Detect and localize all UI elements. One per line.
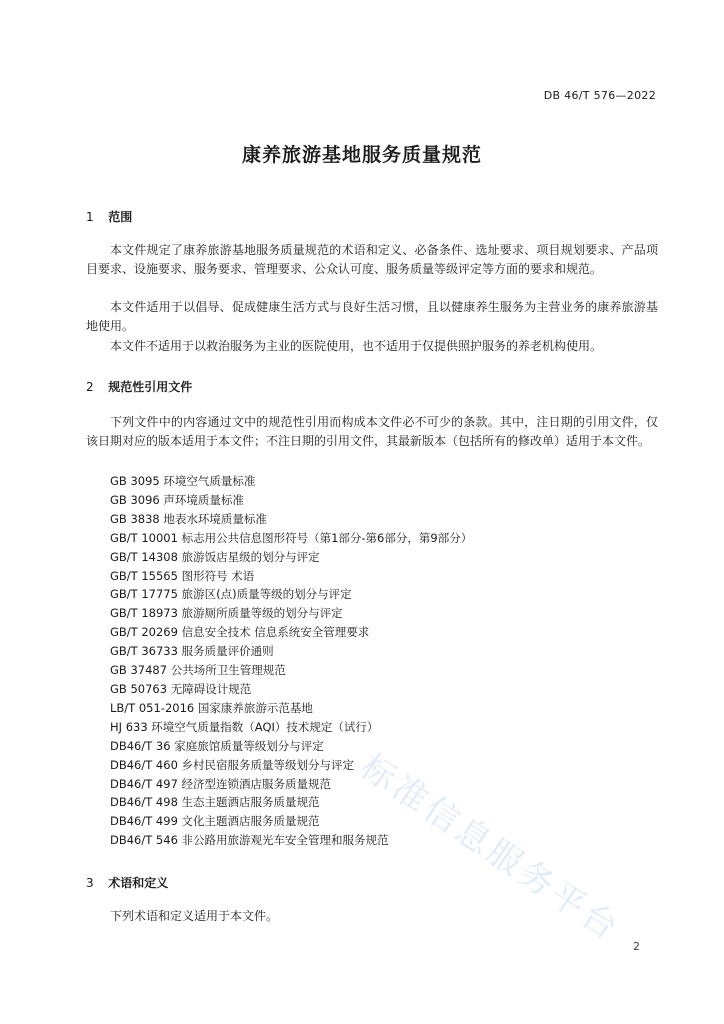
- reference-item: GB 3096 声环境质量标准: [110, 492, 244, 507]
- reference-item: LB/T 051-2016 国家康养旅游示范基地: [110, 700, 313, 715]
- reference-item: GB 3095 环境空气质量标准: [110, 474, 256, 488]
- reference-item: DB46/T 497 经济型连锁酒店服务质量规范: [110, 776, 332, 791]
- normative-intro: 下列文件中的内容通过文中的规范性引用而构成本文件必不可少的条款。其中，注日期的引用文件，仅该日期对应的版本适用于本文件；不注日期的引用文件，其最新版本（包括所有的修改单）适用于本文件。: [86, 415, 658, 448]
- watermark: 标准信息服务平台: [353, 746, 628, 950]
- section-title: 规范性引用文件: [108, 380, 193, 394]
- reference-list: [110, 472, 472, 850]
- reference-item: DB46/T 36 家庭旅馆质量等级划分与评定: [110, 738, 324, 753]
- reference-item: HJ 633 环境空气质量指数（AQI）技术规定（试行）: [110, 719, 379, 734]
- section-number: 1: [86, 210, 94, 224]
- section-heading-scope: [86, 208, 132, 225]
- reference-item: DB46/T 498 生态主题酒店服务质量规范: [110, 795, 320, 810]
- reference-item: DB46/T 460 乡村民宿服务质量等级划分与评定: [110, 757, 355, 772]
- reference-item: GB/T 10001 标志用公共信息图形符号（第1部分-第6部分，第9部分）: [110, 530, 473, 545]
- reference-item: DB46/T 499 文化主题酒店服务质量规范: [110, 814, 320, 829]
- document-id: DB 46/T 576—2022: [543, 89, 656, 102]
- section-title: 术语和定义: [108, 876, 169, 890]
- reference-item: GB/T 14308 旅游饭店星级的划分与评定: [110, 549, 320, 564]
- reference-item: GB/T 36733 服务质量评价通则: [110, 644, 274, 659]
- reference-item: DB46/T 546 非公路用旅游观光车安全管理和服务规范: [110, 833, 389, 848]
- page-number: 2: [633, 940, 640, 953]
- reference-item: GB 37487 公共场所卫生管理规范: [110, 663, 286, 678]
- scope-paragraph-3: 本文件不适用于以救治服务为主业的医院使用，也不适用于仅提供照护服务的养老机构使用。: [110, 339, 603, 353]
- document-title: 康养旅游基地服务质量规范: [241, 144, 482, 166]
- section-title: 范围: [108, 210, 133, 224]
- reference-item: GB 50763 无障碍设计规范: [110, 681, 252, 696]
- scope-paragraph-1: 本文件规定了康养旅游基地服务质量规范的术语和定义、必备条件、选址要求、项目规划要求、产品项目要求、设施要求、服务要求、管理要求、公众认可度、服务质量等级评定等方面的要求和规范。: [86, 243, 658, 276]
- reference-item: GB 3838 地表水环境质量标准: [110, 511, 267, 526]
- reference-item: GB/T 15565 图形符号 术语: [110, 568, 255, 583]
- section-heading-normative: [86, 378, 192, 395]
- reference-item: GB/T 18973 旅游厕所质量等级的划分与评定: [110, 606, 343, 621]
- reference-item: GB/T 17775 旅游区(点)质量等级的划分与评定: [110, 587, 352, 602]
- scope-paragraph-2: 本文件适用于以倡导、促成健康生活方式与良好生活习惯，且以健康养生服务为主营业务的康养旅游基地使用。: [86, 300, 658, 333]
- reference-item: GB/T 20269 信息安全技术 信息系统安全管理要求: [110, 625, 370, 640]
- terms-intro: 下列术语和定义适用于本文件。: [110, 909, 279, 923]
- section-number: 3: [86, 876, 94, 890]
- section-heading-terms: [86, 874, 168, 891]
- section-number: 2: [86, 380, 94, 394]
